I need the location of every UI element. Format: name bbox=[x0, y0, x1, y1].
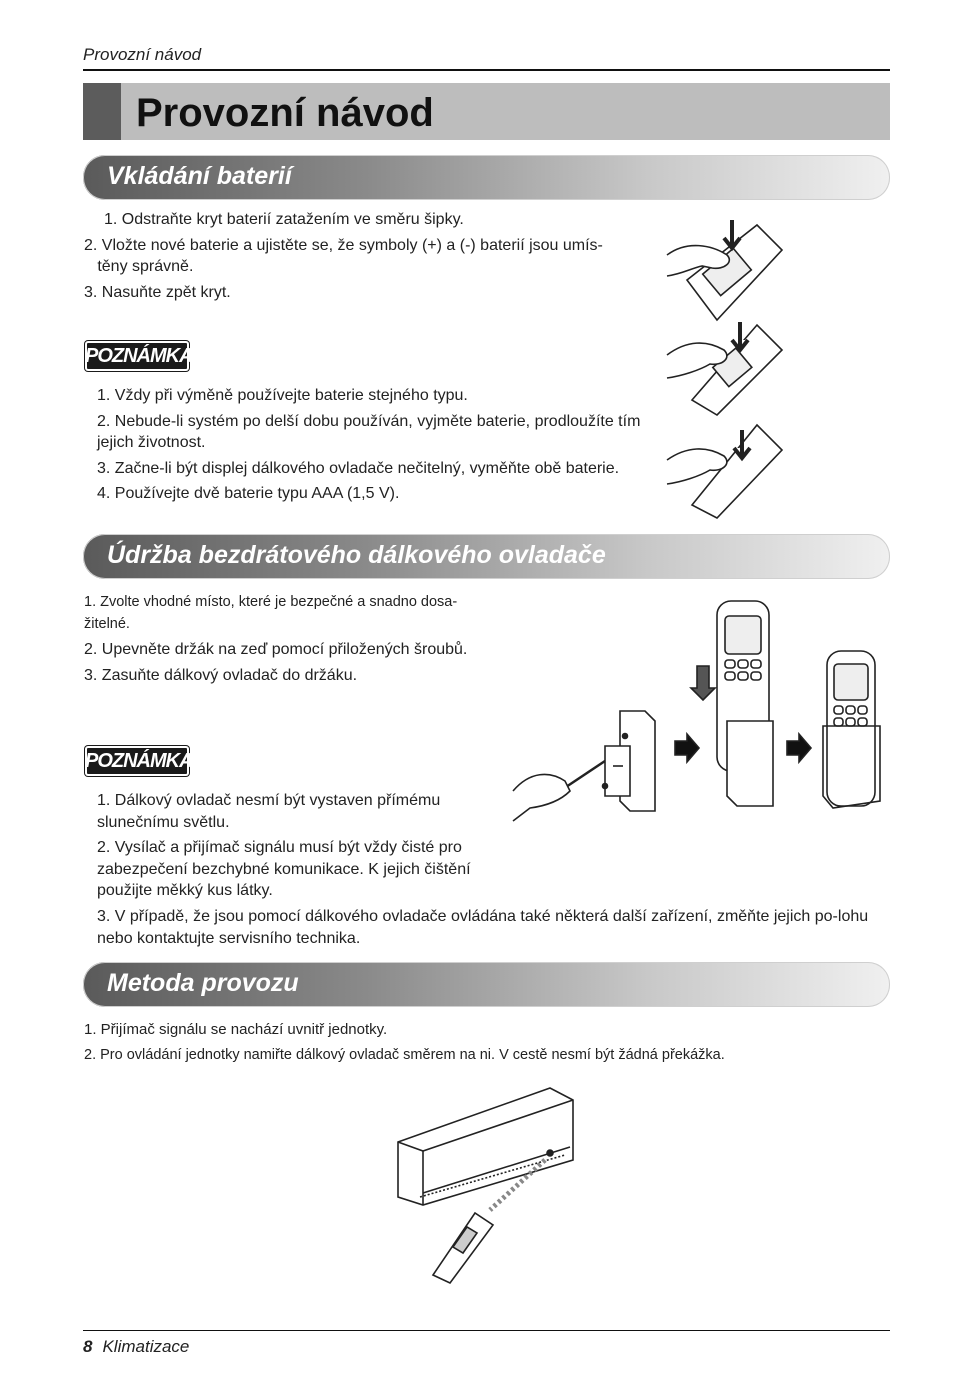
indoor-unit-illustration bbox=[395, 1085, 580, 1285]
section-heading-operation-method bbox=[83, 962, 890, 1007]
page-number: 8 bbox=[83, 1337, 93, 1356]
list-item: 2. Upevněte držák na zeď pomocí přiložených šroubů. bbox=[84, 641, 468, 658]
note-badge: POZNÁMKA bbox=[85, 341, 189, 371]
note-badge: POZNÁMKA bbox=[85, 746, 189, 776]
list-item: 4. Používejte dvě baterie typu AAA (1,5 V). bbox=[97, 485, 400, 502]
section-heading-text: Údržba bezdrátového dálkového ovladače bbox=[107, 541, 606, 569]
list-item: 1. Přijímač signálu se nachází uvnitř jednotky. bbox=[84, 1021, 388, 1038]
list-item: 2. Nebude-li systém po delší dobu používán, vyjměte baterie, prodloužíte tím jejich životnost. bbox=[97, 412, 641, 451]
list-item: 3. Nasuňte zpět kryt. bbox=[84, 283, 231, 301]
footer-rule bbox=[83, 1330, 890, 1331]
holder-notes-list bbox=[97, 790, 477, 906]
list-item: 1. Odstraňte kryt baterií zatažením ve směru šipky. bbox=[104, 211, 464, 228]
operation-steps-list bbox=[84, 1019, 884, 1070]
holder-notes-list-continued bbox=[97, 906, 889, 953]
page-footer bbox=[83, 1337, 189, 1357]
list-item: 2. Pro ovládání jednotky namiřte dálkový ovladač směrem na ni. V cestě nesmí být žádná překážka. bbox=[84, 1046, 725, 1063]
page-title-bar bbox=[83, 83, 890, 140]
section-heading-text: Metoda provozu bbox=[107, 969, 299, 997]
title-bar-accent bbox=[83, 83, 121, 140]
page-title: Provozní návod bbox=[136, 91, 434, 135]
list-item: 3. Začne-li být displej dálkového ovladače nečitelný, vyměňte obě baterie. bbox=[97, 459, 620, 477]
battery-notes-list bbox=[97, 385, 662, 509]
list-item: 1. Zvolte vhodné místo, které je bezpečné a snadno dosa-žitelné. bbox=[84, 594, 458, 632]
remote-holder-illustration bbox=[505, 596, 890, 831]
list-item: 2. Vysílač a přijímač signálu musí být vždy čisté pro zabezpečení bezchybné komunikace. K jejich čištění použijte měkký kus látky. bbox=[97, 839, 471, 899]
holder-steps-list bbox=[84, 592, 484, 690]
header-rule bbox=[83, 69, 890, 71]
section-heading-text: Vkládání baterií bbox=[107, 162, 292, 190]
list-item: 3. Zasuňte dálkový ovladač do držáku. bbox=[84, 666, 358, 684]
list-item: 1. Dálkový ovladač nesmí být vystaven přímému slunečnímu světlu. bbox=[97, 792, 441, 831]
list-item: 3. V případě, že jsou pomocí dálkového ovladače ovládána také některá další zařízení, změňte jejich po-lohu nebo kontaktujte servisního technika. bbox=[97, 908, 869, 947]
list-item: 1. Vždy při výměně používejte baterie stejného typu. bbox=[97, 387, 468, 404]
battery-steps-list bbox=[84, 209, 644, 307]
section-heading-batteries bbox=[83, 155, 890, 200]
section-heading-remote-maintenance bbox=[83, 534, 890, 579]
battery-replacement-illustration bbox=[662, 210, 787, 525]
running-header: Provozní návod bbox=[83, 45, 202, 64]
list-item: 2. Vložte nové baterie a ujistěte se, že symboly (+) a (-) baterií jsou umís- těny správně. bbox=[84, 236, 603, 275]
footer-label: Klimatizace bbox=[102, 1337, 190, 1356]
